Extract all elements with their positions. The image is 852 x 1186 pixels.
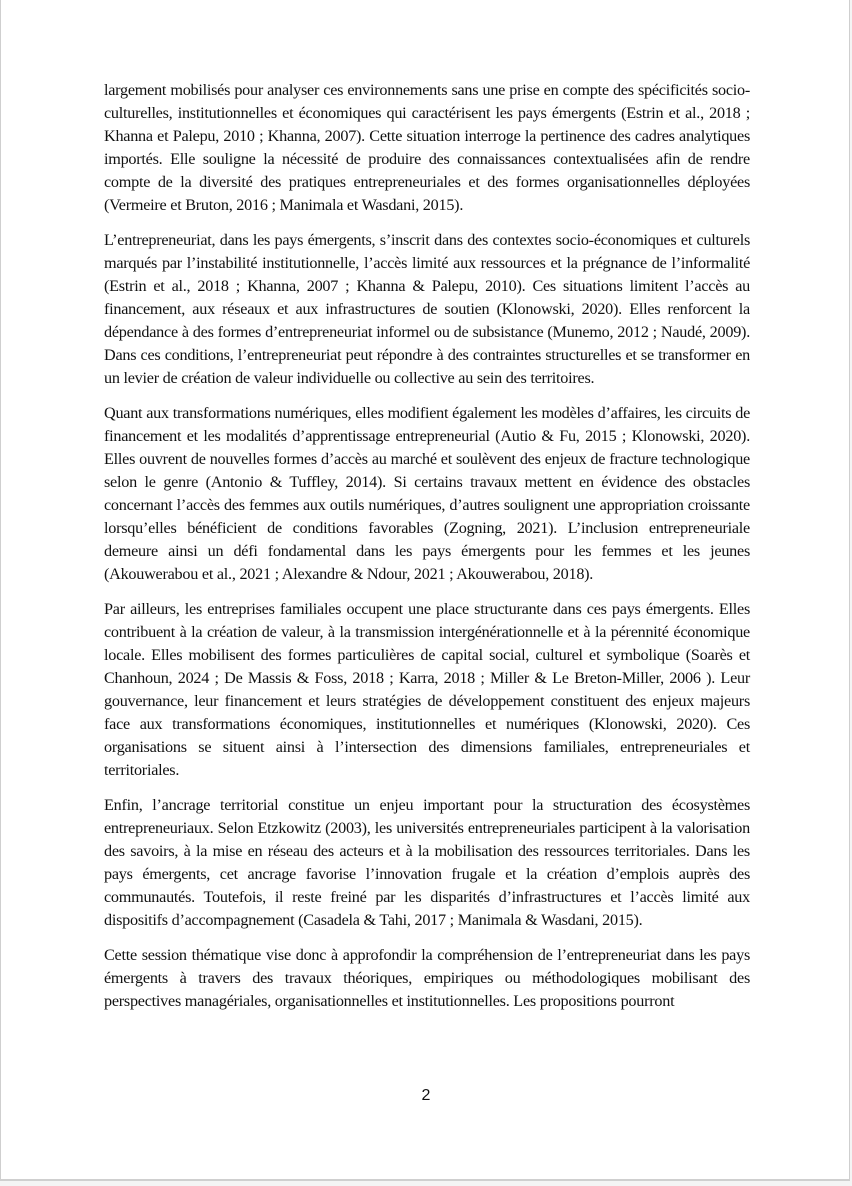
paragraph-digital-transformations: Quant aux transformations numériques, elles modifient également les modèles d’affaires, les circuits de financement et les modalités d’apprentissage entrepreneurial (Autio & Fu, 2015 ; Klonowski, 2020). Elles ouvrent de nouvelles formes d’accès au marché et soulèvent des enjeux de fracture technologique selon le genre (Antonio & Tuffley, 2014). Si certains travaux mettent en évidence des obstacles concernant l’accès des femmes aux outils numériques, d’autres soulignent une appropriation croissante lorsqu’elles bénéficient de conditions favorables (Zogning, 2021). L’inclusion entrepreneuriale demeure ainsi un défi fondamental dans les pays émergents pour les femmes et les jeunes (Akouwerabou et al., 2021 ; Alexandre & Ndour, 2021 ; Akouwerabou, 2018). (104, 404, 750, 583)
page-number: 2 (421, 1087, 431, 1104)
page-body (104, 79, 750, 1025)
paragraph-imported-frameworks: largement mobilisés pour analyser ces environnements sans une prise en compte des spécificités socio-culturelles, institutionnelles et économiques qui caractérisent les pays émergents (Estrin et al., 2018 ; Khanna et Palepu, 2010 ; Khanna, 2007). Cette situation interroge la pertinence des cadres analytiques importés. Elle souligne la nécessité de produire des connaissances contextualisées afin de rendre compte de la diversité des pratiques entrepreneuriales et des formes organisationnelles déployées (Vermeire et Bruton, 2016 ; Manimala et Wasdani, 2015). (104, 81, 750, 214)
paragraph-emerging-contexts: L’entrepreneuriat, dans les pays émergents, s’inscrit dans des contextes socio-économiques et culturels marqués par l’instabilité institutionnelle, l’accès limité aux ressources et la prégnance de l’informalité (Estrin et al., 2018 ; Khanna, 2007 ; Khanna & Palepu, 2010). Ces situations limitent l’accès au financement, aux réseaux et aux infrastructures de soutien (Klonowski, 2020). Elles renforcent la dépendance à des formes d’entrepreneuriat informel ou de subsistance (Munemo, 2012 ; Naudé, 2009). Dans ces conditions, l’entrepreneuriat peut répondre à des contraintes structurelles et se transformer en un levier de création de valeur individuelle ou collective au sein des territoires. (104, 231, 750, 387)
paragraph-family-businesses: Par ailleurs, les entreprises familiales occupent une place structurante dans ces pays émergents. Elles contribuent à la création de valeur, à la transmission intergénérationnelle et à la pérennité économique locale. Elles mobilisent des formes particulières de capital social, culturel et symbolique (Soarès et Chanhoun, 2024 ; De Massis & Foss, 2018 ; Karra, 2018 ; Miller & Le Breton-Miller, 2006 ). Leur gouvernance, leur financement et leurs stratégies de développement constituent des enjeux majeurs face aux transformations économiques, institutionnelles et numériques (Klonowski, 2020). Ces organisations se situent ainsi à l’intersection des dimensions familiales, entrepreneuriales et territoriales. (104, 600, 750, 779)
paragraph-territorial-anchoring: Enfin, l’ancrage territorial constitue un enjeu important pour la structuration des écosystèmes entrepreneuriaux. Selon Etzkowitz (2003), les universités entrepreneuriales participent à la valorisation des savoirs, à la mise en réseau des acteurs et à la mobilisation des ressources territoriales. Dans les pays émergents, cet ancrage favorise l’innovation frugale et la création d’emplois auprès des communautés. Toutefois, il reste freiné par les disparités d’infrastructures et l’accès limité aux dispositifs d’accompagnement (Casadela & Tahi, 2017 ; Manimala & Wasdani, 2015). (104, 796, 750, 929)
paragraph-session-aims: Cette session thématique vise donc à approfondir la compréhension de l’entrepreneuriat dans les pays émergents à travers des travaux théoriques, empiriques ou méthodologiques mobilisant des perspectives managériales, organisationnelles et institutionnelles. Les propositions pourront (104, 946, 750, 1010)
